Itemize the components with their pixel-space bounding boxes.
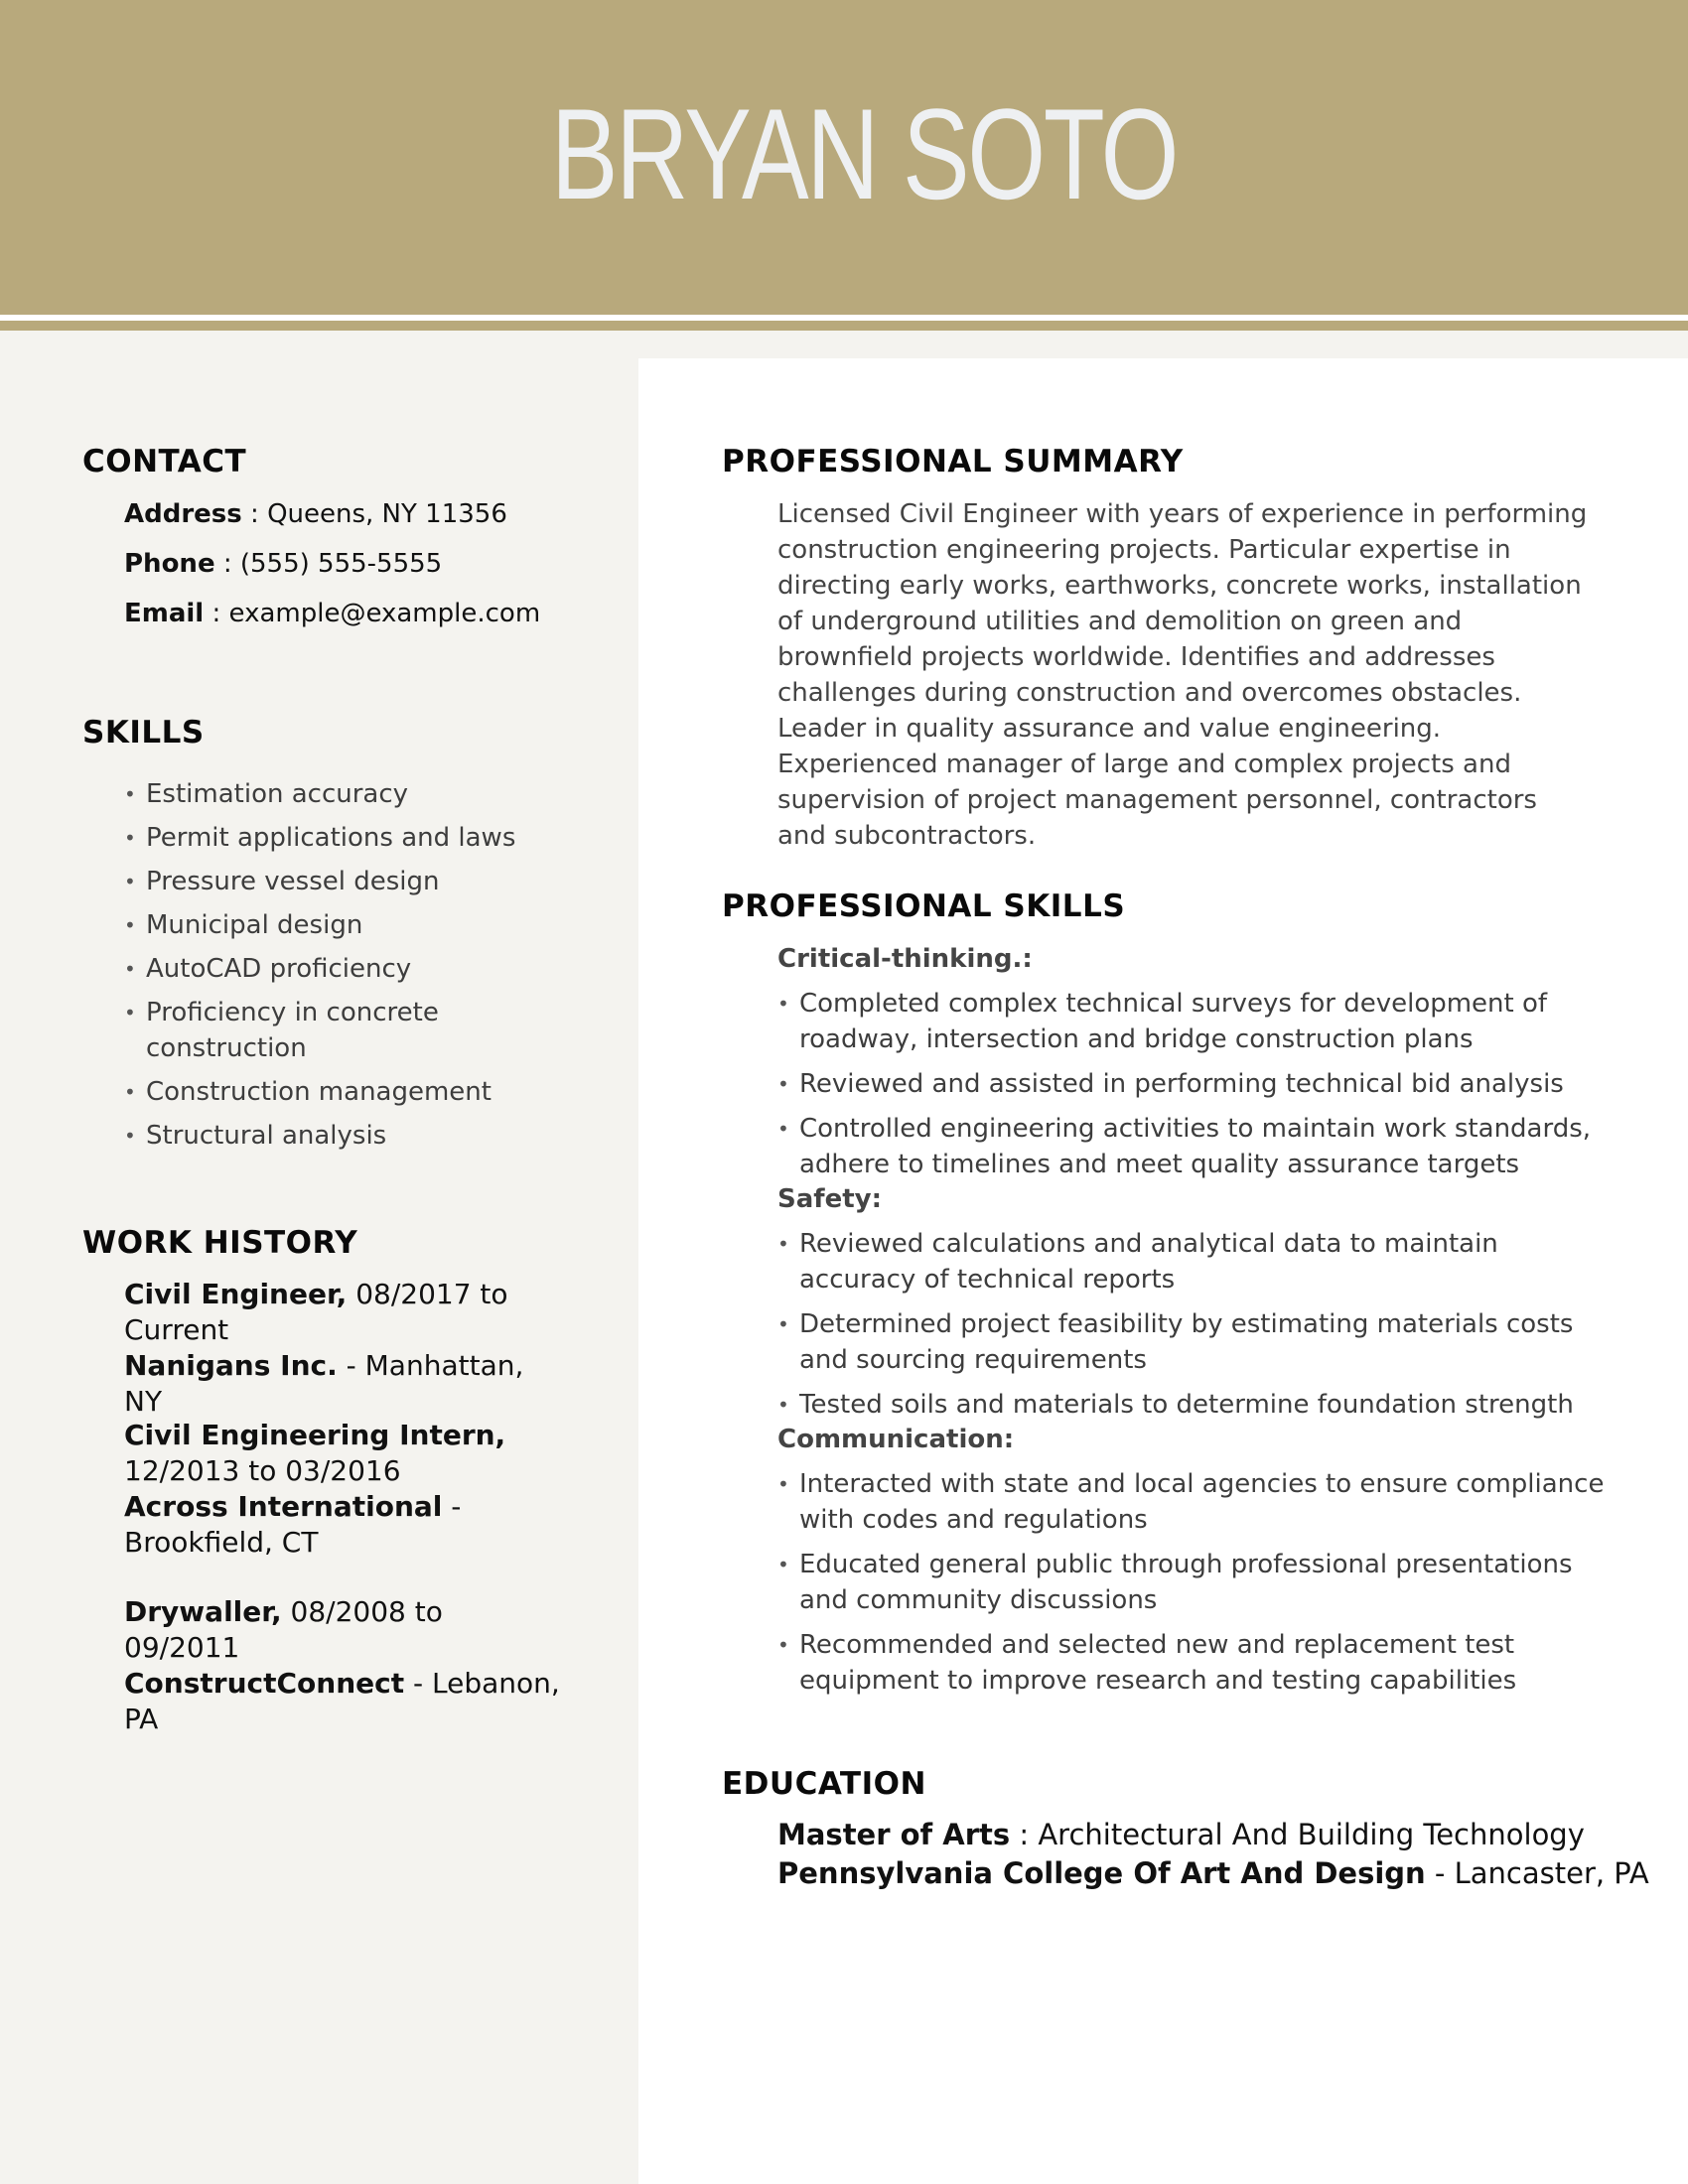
degree-name: Master of Arts bbox=[777, 1818, 1011, 1851]
header-rule bbox=[0, 321, 1688, 331]
skill-group-item: • Interacted with state and local agencies to ensure compliance with codes and regulations bbox=[777, 1466, 1612, 1538]
skill-group-heading: Critical-thinking.: bbox=[777, 944, 1033, 974]
phone-label: Phone bbox=[124, 549, 215, 579]
job-dates: 08/2017 to Current bbox=[124, 1278, 508, 1346]
contact-phone: Phone : (555) 555-5555 bbox=[124, 549, 443, 579]
skill-group-list bbox=[777, 1226, 1612, 1432]
candidate-name: BRYAN SOTO bbox=[550, 81, 1178, 226]
skill-item: • Permit applications and laws bbox=[124, 820, 541, 856]
skill-group-item: • Determined project feasibility by estimating materials costs and sourcing requirements bbox=[777, 1306, 1612, 1378]
summary-title: PROFESSIONAL SUMMARY bbox=[722, 444, 1184, 479]
skill-group-item: • Controlled engineering activities to maintain work standards, adhere to timelines and meet quality assurance targets bbox=[777, 1111, 1612, 1182]
skill-group-item: • Reviewed calculations and analytical data to maintain accuracy of technical reports bbox=[777, 1226, 1612, 1297]
school-name: Pennsylvania College Of Art And Design bbox=[777, 1856, 1426, 1890]
summary-text: Licensed Civil Engineer with years of experience in performing construction engineering projects. Particular expertise in directing early works, earthworks, concrete works, installation of underground utilities and demolition on green and brownfield projects worldwide. Identifies and addresses challenges during construction and overcomes obstacles. Leader in quality assurance and value engineering. Experienced manager of large and complex projects and supervision of project management personnel, contractors and subcontractors. bbox=[777, 499, 1588, 851]
job-location: Manhattan, NY bbox=[124, 1349, 524, 1418]
work-history-title: WORK HISTORY bbox=[82, 1225, 358, 1261]
job-title: Civil Engineering Intern, bbox=[124, 1419, 506, 1451]
skill-group-list bbox=[777, 1466, 1612, 1707]
skill-item: • Construction management bbox=[124, 1074, 541, 1110]
skill-group-item: • Recommended and selected new and replacement test equipment to improve research and testing capabilities bbox=[777, 1627, 1612, 1699]
skills-title: SKILLS bbox=[82, 715, 205, 751]
professional-skills-title: PROFESSIONAL SKILLS bbox=[722, 888, 1126, 924]
contact-email: Email : example@example.com bbox=[124, 599, 541, 628]
phone-value: (555) 555-5555 bbox=[239, 549, 443, 579]
job-title: Drywaller, bbox=[124, 1595, 282, 1628]
contact-address: Address : Queens, NY 11356 bbox=[124, 499, 507, 529]
skill-group-item: • Educated general public through professional presentations and community discussions bbox=[777, 1547, 1612, 1618]
job-location: Lebanon, PA bbox=[124, 1667, 560, 1735]
skill-group-list bbox=[777, 986, 1612, 1191]
job-title: Civil Engineer, bbox=[124, 1278, 348, 1310]
education-school: Pennsylvania College Of Art And Design - Lancaster, PA bbox=[777, 1856, 1649, 1890]
job-location: Brookfield, CT bbox=[124, 1526, 319, 1559]
skill-item: • Pressure vessel design bbox=[124, 864, 541, 899]
degree-field: Architectural And Building Technology bbox=[1038, 1818, 1585, 1851]
job-entry: Civil Engineering Intern, 12/2013 to 03/2016 Across International - Brookfield, CT bbox=[124, 1419, 506, 1559]
job-company: Nanigans Inc. bbox=[124, 1349, 338, 1382]
email-label: Email bbox=[124, 599, 205, 628]
address-label: Address bbox=[124, 499, 242, 529]
job-entry: Civil Engineer, 08/2017 to Current Nanigans Inc. - Manhattan, NY bbox=[124, 1278, 524, 1418]
skill-group-item: • Reviewed and assisted in performing technical bid analysis bbox=[777, 1066, 1612, 1102]
left-column bbox=[0, 358, 638, 2184]
skill-group-item: • Tested soils and materials to determine foundation strength bbox=[777, 1387, 1612, 1423]
job-company: Across International bbox=[124, 1490, 443, 1523]
header-band bbox=[0, 331, 1688, 358]
skill-item: • Proficiency in concrete construction bbox=[124, 995, 541, 1066]
contact-title: CONTACT bbox=[82, 444, 247, 479]
skill-item: • Estimation accuracy bbox=[124, 776, 541, 812]
address-value: Queens, NY 11356 bbox=[267, 499, 507, 529]
education-title: EDUCATION bbox=[722, 1766, 926, 1802]
job-company: ConstructConnect bbox=[124, 1667, 405, 1700]
education-degree: Master of Arts : Architectural And Building Technology bbox=[777, 1818, 1585, 1851]
skills-list bbox=[124, 776, 541, 1161]
skill-group-heading: Communication: bbox=[777, 1425, 1015, 1454]
school-location: Lancaster, PA bbox=[1454, 1856, 1649, 1890]
job-dates: 08/2008 to 09/2011 bbox=[124, 1595, 443, 1664]
skill-group-item: • Completed complex technical surveys for development of roadway, intersection and bridge construction plans bbox=[777, 986, 1612, 1057]
skill-item: • AutoCAD proficiency bbox=[124, 951, 541, 987]
skill-item: • Municipal design bbox=[124, 907, 541, 943]
job-entry: Drywaller, 08/2008 to 09/2011 ConstructConnect - Lebanon, PA bbox=[124, 1595, 560, 1735]
skill-item: • Structural analysis bbox=[124, 1118, 541, 1154]
job-dates: 12/2013 to 03/2016 bbox=[124, 1454, 401, 1487]
email-value: example@example.com bbox=[228, 599, 541, 628]
skill-group-heading: Safety: bbox=[777, 1184, 882, 1214]
